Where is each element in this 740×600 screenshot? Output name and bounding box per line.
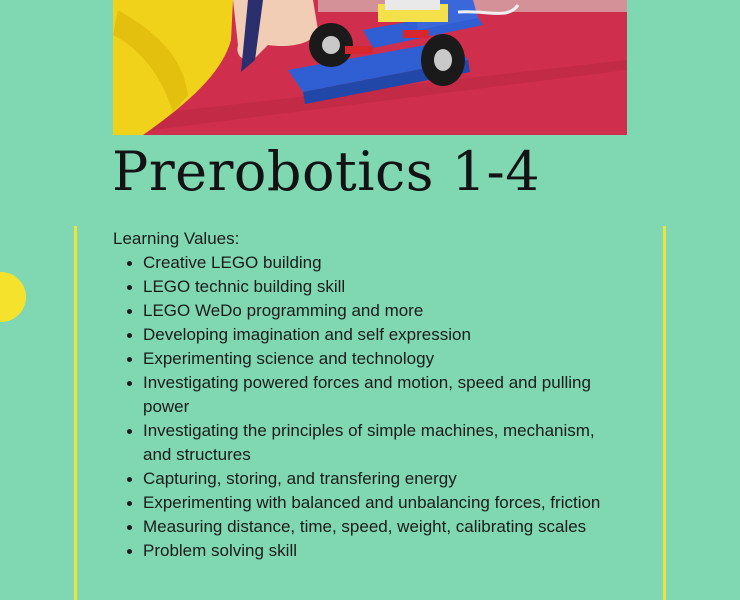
list-item: LEGO technic building skill xyxy=(113,275,603,299)
left-accent-bar xyxy=(74,226,77,600)
list-item: Creative LEGO building xyxy=(113,251,603,275)
list-item: Investigating powered forces and motion, speed and pulling power xyxy=(113,371,603,419)
learning-values-section xyxy=(113,227,633,563)
decorative-yellow-dot xyxy=(0,272,26,322)
list-item: Experimenting with balanced and unbalancing forces, friction xyxy=(113,491,603,515)
list-item: Measuring distance, time, speed, weight, calibrating scales xyxy=(113,515,603,539)
list-item: LEGO WeDo programming and more xyxy=(113,299,603,323)
list-item: Developing imagination and self expression xyxy=(113,323,603,347)
learning-values-list xyxy=(113,251,633,563)
learning-values-heading: Learning Values: xyxy=(113,229,240,248)
right-accent-bar xyxy=(663,226,666,600)
page-title: Prerobotics 1-4 xyxy=(112,140,541,203)
robot-car-photo xyxy=(113,0,627,135)
list-item: Capturing, storing, and transfering energy xyxy=(113,467,603,491)
list-item: Investigating the principles of simple machines, mechanism, and structures xyxy=(113,419,603,467)
list-item: Problem solving skill xyxy=(113,539,603,563)
list-item: Experimenting science and technology xyxy=(113,347,603,371)
lego-robot-car-photo-icon xyxy=(113,0,627,135)
